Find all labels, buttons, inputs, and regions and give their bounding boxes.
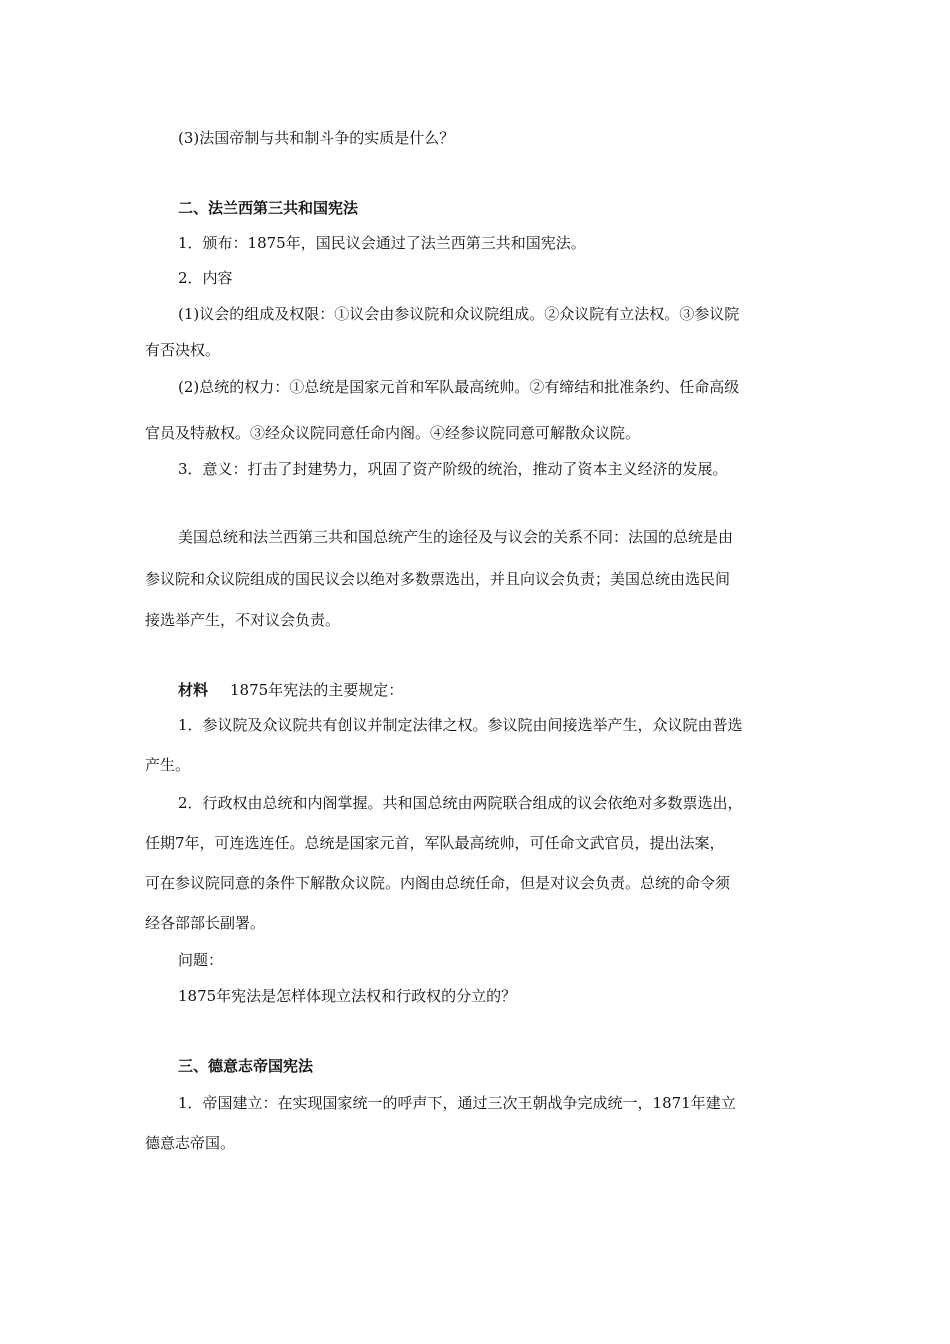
material-item2-line4: 经各部部长副署。 <box>145 914 266 932</box>
note-line3: 接选举产生，不对议会负责。 <box>145 611 341 629</box>
sec2-president-line1: (2)总统的权力：①总统是国家元首和军队最高统帅。②有缔结和批准条约、任命高级 <box>178 378 740 396</box>
material-item1-line2: 产生。 <box>145 756 191 774</box>
sec3-founding-line2: 德意志帝国。 <box>145 1134 236 1152</box>
sec2-promulgation: 1．颁布：1875年，国民议会通过了法兰西第三共和国宪法。 <box>178 234 586 252</box>
section-3-heading: 三、德意志帝国宪法 <box>178 1057 314 1075</box>
section-2-heading: 二、法兰西第三共和国宪法 <box>178 199 359 217</box>
sec2-significance: 3．意义：打击了封建势力，巩固了资产阶级的统治，推动了资本主义经济的发展。 <box>178 460 728 478</box>
sec2-parliament-line2: 有否决权。 <box>145 341 221 359</box>
note-line1: 美国总统和法兰西第三共和国总统产生的途径及与议会的关系不同：法国的总统是由 <box>178 528 734 546</box>
material-question: 1875年宪法是怎样体现立法权和行政权的分立的？ <box>178 987 517 1005</box>
material-item1-line1: 1．参议院及众议院共有创议并制定法律之权。参议院由间接选举产生，众议院由普选 <box>178 716 743 734</box>
sec3-founding-line1: 1．帝国建立：在实现国家统一的呼声下，通过三次王朝战争完成统一，1871年建立 <box>178 1094 736 1112</box>
material-intro-line <box>178 680 403 700</box>
material-label: 材料 <box>178 681 209 699</box>
note-line2: 参议院和众议院组成的国民议会以绝对多数票选出，并且向议会负责；美国总统由选民间 <box>145 570 731 588</box>
sec2-parliament-line1: (1)议会的组成及权限：①议会由参议院和众议院组成。②众议院有立法权。③参议院 <box>178 305 740 323</box>
sec2-president-line2: 官员及特赦权。③经众议院同意任命内阁。④经参议院同意可解散众议院。 <box>145 424 641 442</box>
material-item2-line3: 可在参议院同意的条件下解散众议院。内阁由总统任命，但是对议会负责。总统的命令须 <box>145 874 731 892</box>
question-3: (3)法国帝制与共和制斗争的实质是什么？ <box>178 129 455 147</box>
sec2-content-title: 2．内容 <box>178 269 233 287</box>
material-intro: 1875年宪法的主要规定： <box>230 681 404 699</box>
question-label: 问题： <box>178 951 224 969</box>
material-item2-line2: 任期7年，可连选连任。总统是国家元首，军队最高统帅，可任命文武官员，提出法案， <box>145 834 725 852</box>
material-item2-line1: 2．行政权由总统和内阁掌握。共和国总统由两院联合组成的议会依绝对多数票选出， <box>178 794 743 812</box>
